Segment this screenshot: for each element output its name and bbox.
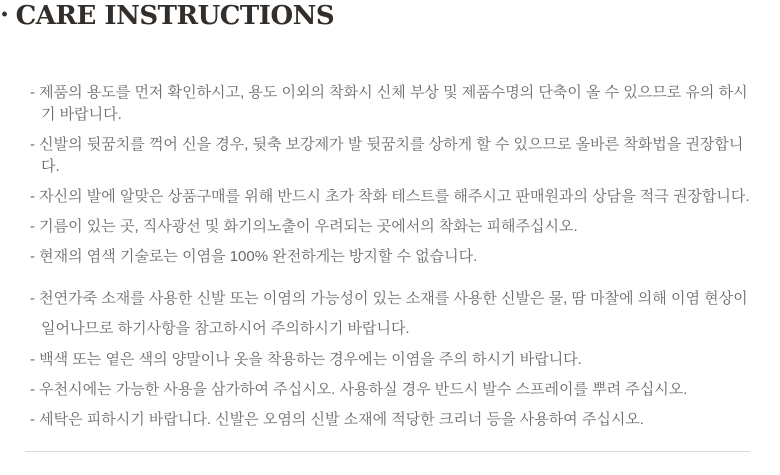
section-title-text: CARE INSTRUCTIONS bbox=[15, 1, 335, 31]
care-instruction-item: - 백색 또는 옅은 색의 양말이나 옷을 착용하는 경우에는 이염을 주의 하시기 바랍니다. bbox=[30, 351, 582, 368]
care-instruction-item: - 현재의 염색 기술로는 이염을 100% 완전하게는 방지할 수 없습니다. bbox=[30, 248, 478, 265]
care-instruction-item: - 기름이 있는 곳, 직사광선 및 화기의노출이 우려되는 곳에서의 착화는 피해주십시오. bbox=[30, 218, 578, 235]
care-instructions-list bbox=[0, 82, 780, 431]
title-bullet-dot: · bbox=[0, 0, 9, 30]
care-instruction-item: - 신발의 뒷꿈치를 꺽어 신을 경우, 뒷축 보강제가 발 뒷꿈치를 상하게 할 수 있으므로 올바른 착화법을 권장합니다. bbox=[30, 136, 744, 175]
care-instruction-item: - 제품의 용도를 먼저 확인하시고, 용도 이외의 착화시 신체 부상 및 제품수명의 단축이 올 수 있으므로 유의 하시기 바랍니다. bbox=[30, 84, 748, 123]
care-instruction-item: - 천연가죽 소재를 사용한 신발 또는 이염의 가능성이 있는 소재를 사용한 신발은 물, 땀 마찰에 의해 이염 현상이 일어나므로 하기사항을 참고하시어 주의하시기 바랍니다. bbox=[30, 290, 748, 337]
care-instruction-item: - 세탁은 피하시기 바랍니다. 신발은 오염의 신발 소재에 적당한 크리너 등을 사용하여 주십시오. bbox=[30, 411, 644, 428]
care-instruction-item: - 자신의 발에 알맞은 상품구매를 위해 반드시 초가 착화 테스트를 해주시고 판매원과의 상담을 적극 권장합니다. bbox=[30, 188, 750, 205]
care-instruction-item: - 우천시에는 가능한 사용을 삼가하여 주십시오. 사용하실 경우 반드시 발수 스프레이를 뿌려 주십시오. bbox=[30, 381, 688, 398]
bottom-divider bbox=[25, 451, 750, 452]
section-title bbox=[0, 0, 780, 30]
